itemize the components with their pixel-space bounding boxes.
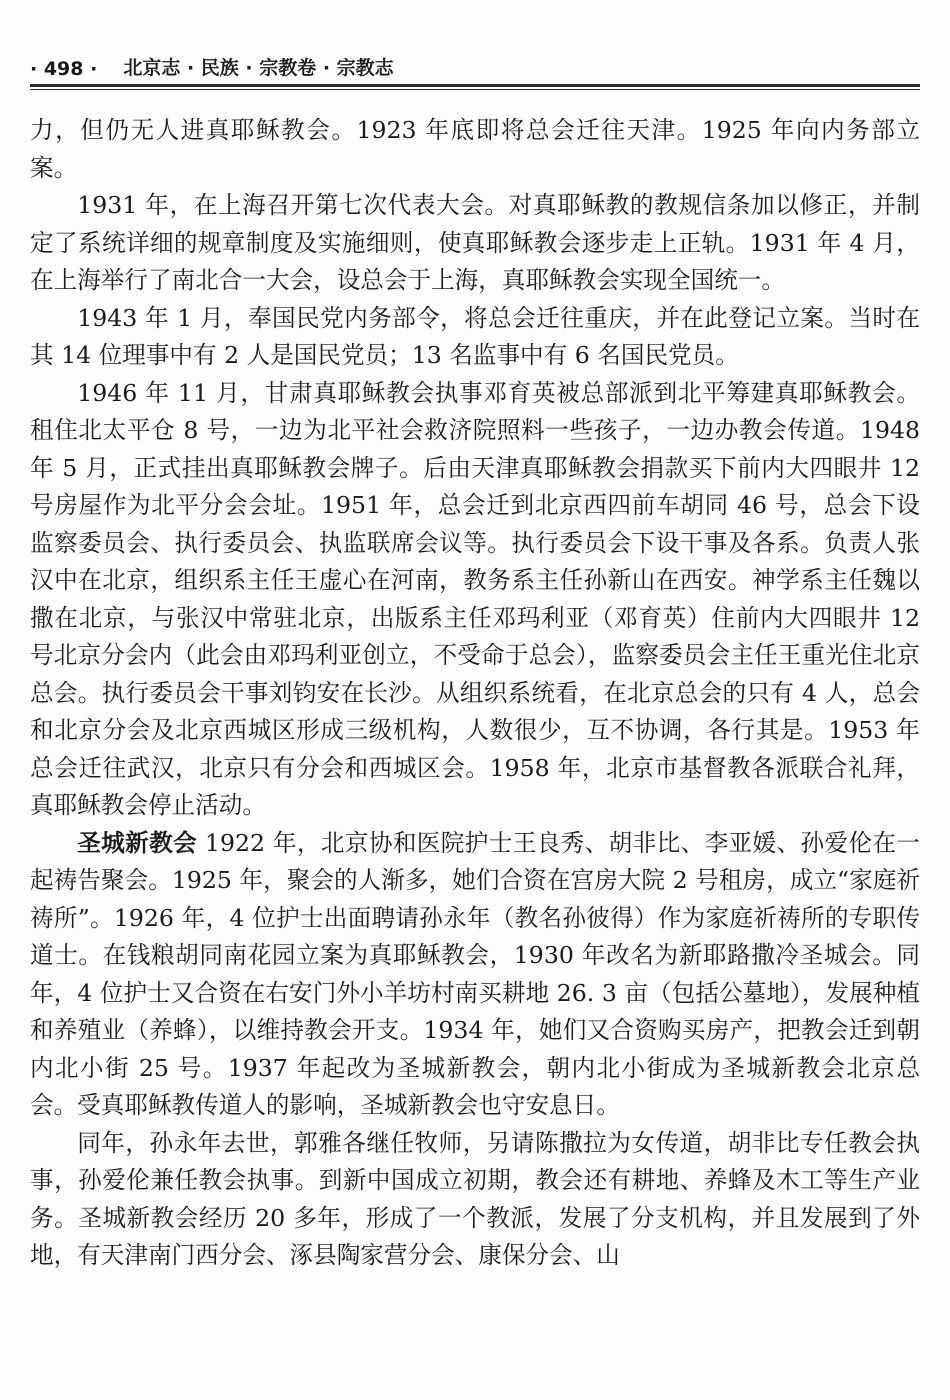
- paragraph-text: 1931 年，在上海召开第七次代表大会。对真耶稣教的教规信条加以修正，并制定了系统详细的规章制度及实施细则，使真耶稣教会逐步走上正轨。1931 年 4 月，在上海举行了南北合一大会，设总会于上海，真耶稣教会实现全国统一。: [30, 191, 920, 294]
- running-title: 北京志 · 民族 · 宗教卷 · 宗教志: [123, 57, 394, 79]
- header-rule-thin: [30, 89, 920, 90]
- page-header: [30, 50, 920, 80]
- paragraph: [30, 375, 920, 825]
- paragraph-text: 1946 年 11 月，甘肃真耶稣教会执事邓育英被总部派到北平筹建真耶稣教会。租住北太平仓 8 号，一边为北平社会救济院照料一些孩子，一边办教会传道。1948 年 5 月，正式挂出真耶稣教会牌子。后由天津真耶稣教会捐款买下前内大四眼井 12 号房屋作为北平分会会址。1951 年，总会迁到北京西四前车胡同 46 号，总会下设监察委员会、执行委员会、执监联席会议等。执行委员会下设干事及各系。负责人张汉中在北京，组织系主任王虚心在河南，教务系主任孙新山在西安。神学系主任魏以撒在北京，与张汉中常驻北京，出版系主任邓玛利亚（邓育英）住前内大四眼井 12 号北京分会内（此会由邓玛利亚创立，不受命于总会），监察委员会主任王重光住北京总会。执行委员会干事刘钧安在长沙。从组织系统看，在北京总会的只有 4 人，总会和北京分会及北京西城区形成三级机构，人数很少，互不协调，各行其是。1953 年总会迁往武汉，北京只有分会和西城区会。1958 年，北京市基督教各派联合礼拜，真耶稣教会停止活动。: [30, 378, 920, 819]
- paragraph-text: 1943 年 1 月，奉国民党内务部令，将总会迁往重庆，并在此登记立案。当时在其 14 位理事中有 2 人是国民党员；13 名监事中有 6 名国民党员。: [30, 303, 920, 369]
- paragraph-text: 同年，孙永年去世，郭雅各继任牧师，另请陈撒拉为女传道，胡非比专任教会执事，孙爱伦兼任教会执事。到新中国成立初期，教会还有耕地、养蜂及木工等生产业务。圣城新教会经历 20 多年，形成了一个教派，发展了分支机构，并且发展到了外地，有天津南门西分会、涿县陶家营分会、康保分会、山: [30, 1128, 920, 1269]
- body-text: [30, 112, 920, 1275]
- page-number: · 498 ·: [30, 58, 98, 80]
- paragraph: [30, 187, 920, 300]
- paragraph: [30, 112, 920, 187]
- paragraph: [30, 825, 920, 1125]
- header-rule-thick: [30, 84, 920, 87]
- section-title: 圣城新教会: [77, 828, 198, 857]
- paragraph: [30, 1125, 920, 1275]
- paragraph: [30, 300, 920, 375]
- paragraph-text: 1922 年，北京协和医院护士王良秀、胡非比、李亚媛、孙爱伦在一起祷告聚会。1925 年，聚会的人渐多，她们合资在宫房大院 2 号租房，成立“家庭祈祷所”。1926 年，4 位护士出面聘请孙永年（教名孙彼得）作为家庭祈祷所的专职传道士。在钱粮胡同南花园立案为真耶稣教会，1930 年改名为新耶路撒冷圣城会。同年，4 位护士又合资在右安门外小羊坊村南买耕地 26. 3 亩（包括公墓地），发展种植和养殖业（养蜂），以维持教会开支。1934 年，她们又合资购买房产，把教会迁到朝内北小街 25 号。1937 年起改为圣城新教会，朝内北小街成为圣城新教会北京总会。受真耶稣教传道人的影响，圣城新教会也守安息日。: [30, 828, 921, 1119]
- paragraph-text: 力，但仍无人进真耶稣教会。1923 年底即将总会迁往天津。1925 年向内务部立案。: [30, 116, 920, 182]
